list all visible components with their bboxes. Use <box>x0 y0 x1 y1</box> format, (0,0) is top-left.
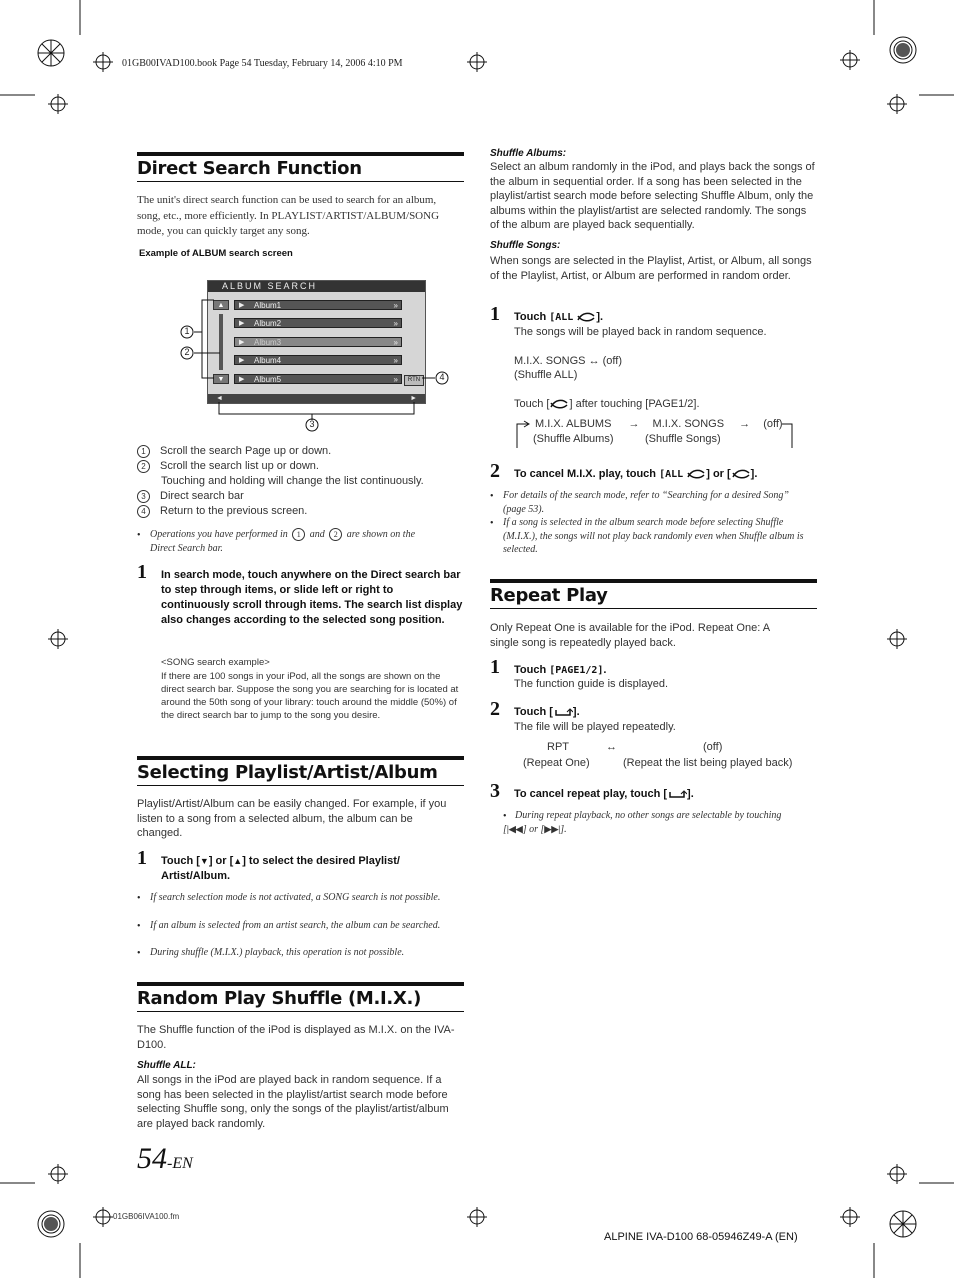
shuffle-all-paren: (Shuffle ALL) <box>514 369 578 381</box>
legend-item: Touching and holding will change the list continuously. <box>161 475 424 487</box>
rpt-one: (Repeat One) <box>523 757 590 769</box>
shuffle-songs-text: When songs are selected in the Playlist, Artist, or Album, all songs of the Playlist, Artist, or Album are performed in random order. <box>490 255 812 282</box>
song-example-heading: <SONG search example> <box>161 657 270 668</box>
step-number: 3 <box>490 780 500 802</box>
cycle-row: M.I.X. ALBUMS → M.I.X. SONGS → (off) <box>535 418 783 430</box>
repeat-step-3: To cancel repeat play, touch [ ]. <box>514 788 694 800</box>
rpt-list: (Repeat the list being played back) <box>623 757 793 769</box>
shuffle-albums-text: Select an album randomly in the iPod, and plays back the songs of the album in sequential order. If a song has been selected in the playlist/artist search mode before selecting Shuffle Album, only the albums within the playlist/artist are selected randomly. The songs of the album are played back sequentially. <box>490 161 815 232</box>
rpt-arrow: ↔ <box>606 741 617 753</box>
shuffle-icon <box>731 469 751 480</box>
page-number: 54-EN <box>137 1142 193 1175</box>
repeat-step-1-sub: The function guide is displayed. <box>514 678 669 690</box>
section-title-repeat: Repeat Play <box>490 579 817 609</box>
cycle-sub-b: (Shuffle Songs) <box>645 433 721 445</box>
mix-songs-line: M.I.X. SONGS ↔ (off) <box>514 355 622 367</box>
rpt-label: RPT <box>547 741 569 753</box>
cycle-sub-a: (Shuffle Albums) <box>533 433 614 445</box>
up-arrow-icon: ▲ <box>233 856 243 866</box>
callout-2: 2 <box>184 347 190 357</box>
down-arrow-icon: ▼ <box>199 856 209 866</box>
selecting-step-1: Touch [▼] or [▲] to select the desired Playlist/ Artist/Album. <box>161 855 400 882</box>
callout-1: 1 <box>184 326 190 336</box>
shuffle-all-text: All songs in the iPod are played back in random sequence. If a song has been selected in the playlist/artist search mode before selecting Shuffle song, only the songs of the playlist/artist/album are played back randomly. <box>137 1074 449 1130</box>
next-icon: ▶▶| <box>544 823 561 834</box>
previous-icon: |◀◀ <box>506 823 523 834</box>
page-up-button[interactable]: ▲ <box>213 300 229 310</box>
list-item[interactable]: ▶ Album2 » <box>234 318 402 328</box>
legend-item: 1 Scroll the search Page up or down. <box>137 444 462 459</box>
selecting-note: During shuffle (M.I.X.) playback, this operation is not possible. <box>150 947 405 958</box>
section-title-selecting: Selecting Playlist/Artist/Album <box>137 756 464 786</box>
step-number: 2 <box>490 460 500 482</box>
callout-3: 3 <box>309 419 315 429</box>
step-number: 1 <box>137 847 147 869</box>
page-down-button[interactable]: ▼ <box>213 374 229 384</box>
list-item[interactable]: ▶ Album5 » <box>234 374 402 384</box>
bullet: • <box>137 530 141 541</box>
direct-search-step-1: In search mode, touch anywhere on the Direct search bar to step through items, or slide left or right to continuously scroll through items. The search list display also changes according to the selected song position. <box>161 569 463 626</box>
repeat-icon <box>667 789 687 800</box>
direct-search-bar[interactable]: ◄ ► <box>208 394 425 403</box>
mix-note: For details of the search mode, refer to “Searching for a desired Song” (page 53). <box>503 490 789 515</box>
direct-search-intro: The unit's direct search function can be used to search for an album, song, etc., more efficiently. In PLAYLIST/ARTIST/ALBUM/SONG mode, you can quickly target any song. <box>137 194 440 237</box>
direct-search-note: Operations you have performed in 1 and 2 are shown on the Direct Search bar. <box>150 529 416 554</box>
selecting-intro: Playlist/Artist/Album can be easily changed. For example, if you listen to a song from a selected album, the album can be changed. <box>137 798 447 840</box>
rpt-off: (off) <box>703 741 723 753</box>
selecting-note: If an album is selected from an artist search, the album can be searched. <box>150 920 441 931</box>
step-number: 1 <box>490 303 500 325</box>
bullet: • <box>490 518 494 529</box>
return-button[interactable]: RTN <box>404 375 424 386</box>
bullet: • <box>503 811 507 822</box>
step-number: 1 <box>490 656 500 678</box>
mix-note: If a song is selected in the album search mode before selecting Shuffle (M.I.X.), the songs will not play back randomly even when Shuffle album is selected. <box>503 517 804 555</box>
example-label: Example of ALBUM search screen <box>139 248 293 259</box>
bullet: • <box>490 491 494 502</box>
random-intro: The Shuffle function of the iPod is displayed as M.I.X. on the IVA-D100. <box>137 1024 455 1051</box>
section-title-direct-search: Direct Search Function <box>137 152 464 182</box>
step-number: 2 <box>490 698 500 720</box>
section-title-random: Random Play Shuffle (M.I.X.) <box>137 982 464 1012</box>
repeat-icon <box>553 707 573 718</box>
screen-title: ALBUM SEARCH <box>208 281 425 292</box>
legend-item: 2 Scroll the search list up or down. <box>137 459 462 474</box>
bullet: • <box>137 893 141 904</box>
shuffle-all-label: Shuffle ALL: <box>137 1060 196 1071</box>
list-item[interactable]: ▶ Album3 » <box>234 337 402 347</box>
bullet: • <box>137 921 141 932</box>
bullet: • <box>137 948 141 959</box>
print-header: 01GB00IVAD100.book Page 54 Tuesday, February 14, 2006 4:10 PM <box>122 58 403 69</box>
legend-item: 4 Return to the previous screen. <box>137 504 462 519</box>
mix-step-1: Touch [ALL ]. <box>514 311 604 323</box>
footer-file: 01GB06IVA100.fm <box>113 1212 180 1221</box>
footer-right: ALPINE IVA-D100 68-05946Z49-A (EN) <box>604 1231 798 1243</box>
list-item[interactable]: ▶ Album1 » <box>234 300 402 310</box>
repeat-step-2-sub: The file will be played repeatedly. <box>514 721 676 733</box>
list-item[interactable]: ▶ Album4 » <box>234 355 402 365</box>
song-example-text: If there are 100 songs in your iPod, all the songs are shown on the direct search bar. Suppose the song you are searching for is located at around the 50th song of your library: touch around the middle (50%) of the direct search bar to jump to the song you desire. <box>161 671 459 721</box>
shuffle-songs-label: Shuffle Songs: <box>490 240 561 251</box>
callout-4: 4 <box>439 372 445 382</box>
shuffle-albums-label: Shuffle Albums: <box>490 148 567 159</box>
repeat-step-2: Touch [ ]. <box>514 706 580 718</box>
step-number: 1 <box>137 561 147 583</box>
mix-step-2: To cancel M.I.X. play, touch [ALL ] or [ ]. <box>514 468 758 480</box>
mix-step-1-sub: The songs will be played back in random sequence. <box>514 326 767 338</box>
selecting-note: If search selection mode is not activated, a SONG search is not possible. <box>150 892 441 903</box>
repeat-step-1: Touch [PAGE1/2]. <box>514 664 607 676</box>
repeat-intro: Only Repeat One is available for the iPod. Repeat One: A single song is repeatedly played back. <box>490 622 770 649</box>
repeat-note: During repeat playback, no other songs are selectable by touching [|◀◀] or [▶▶|]. <box>503 810 782 835</box>
touch-after-page: Touch [ ] after touching [PAGE1/2]. <box>514 398 700 410</box>
legend-item: 3 Direct search bar <box>137 489 462 504</box>
shuffle-icon <box>686 469 706 480</box>
